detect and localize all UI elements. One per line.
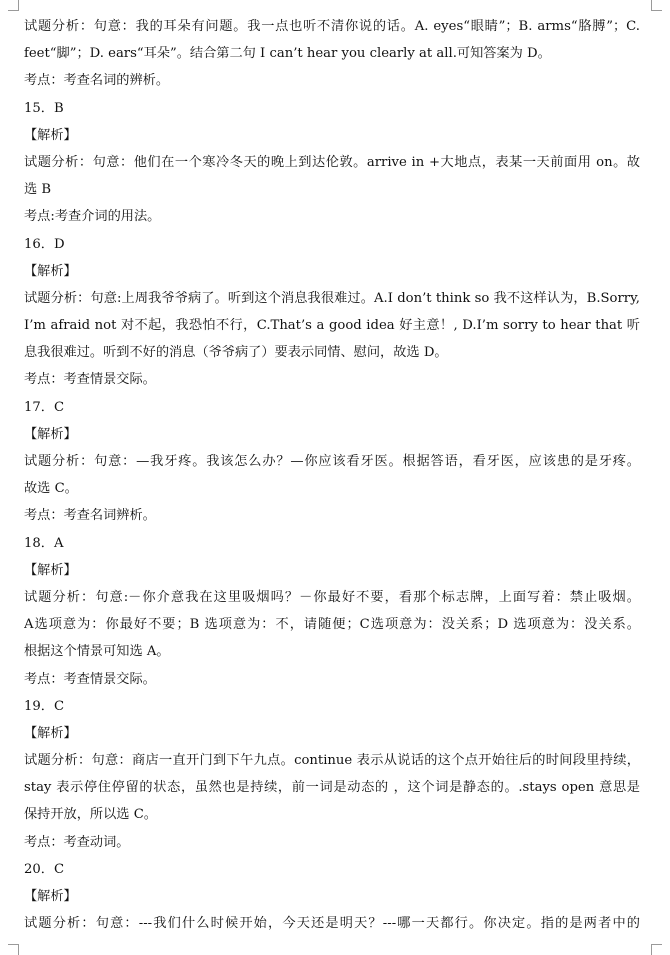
text-line: 试题分析：句意：我的耳朵有问题。我一点也听不清你说的话。A. eyes“眼睛”；B. arms“胳膊”；C. [24,19,640,34]
text-line: 试题分析：句意：商店一直开门到下午九点。continue 表示从说话的这个点开始往后的时间段里持续， [24,753,640,769]
text-line: 故选 C。 [24,481,78,497]
answer-number: 17．C [24,399,65,415]
text-line: 试题分析：句意:－你介意我在这里吸烟吗？－你最好不要，看那个标志牌，上面写着：禁止吸烟。 [24,589,640,605]
section-heading: 【解析】 [24,562,77,578]
section-heading: 【解析】 [24,889,77,904]
text-line: 考点：考查名词辨析。 [24,508,156,524]
section-heading: 【解析】 [24,725,77,741]
text-line: 考点：考查情景交际。 [24,671,156,687]
text-line: 考点：考查情景交际。 [24,372,156,388]
text-line: 试题分析：句意：—我牙疼。我该怎么办？—你应该看牙医。根据答语，看牙医，应该患的是牙疼。 [24,454,640,469]
section-heading: 【解析】 [24,426,77,442]
section-heading: 【解析】 [24,263,77,279]
text-line: 息我很难过。听到不好的消息（爷爷病了）要表示同情、慰问，故选 D。 [24,345,448,361]
answer-number: 18．A [24,535,64,551]
text-line: 试题分析：句意：---我们什么时候开始，今天还是明天？---哪一天都行。你决定。指的是两者中的 [24,916,640,932]
corner-mark-bottom-right [651,944,662,955]
answer-number: 19．C [24,698,65,714]
answer-number: 15．B [24,100,64,116]
text-line: 保持开放，所以选 C。 [24,807,157,823]
text-line: 试题分析：句意:上周我爷爷病了。听到这个消息我很难过。A.I don’t think so 我不这样认为，B.Sorry, [24,290,640,306]
text-line: A选项意为：你最好不要；B 选项意为：不，请随便；C选项意为：没关系；D 选项意为：没关系。 [24,617,640,633]
text-line: I’m afraid not 对不起，我恐怕不行，C.That’s a good idea 好主意！, D.I’m sorry to hear that 听 [24,318,640,334]
text-line: stay 表示停住停留的状态，虽然也是持续，前一词是动态的 ，这个词是静态的。.stays open 意思是 [24,780,640,796]
corner-mark-bottom-left [8,944,19,955]
answer-number: 20．C [24,861,65,877]
text-line: 根据这个情景可知选 A。 [24,644,170,660]
corner-mark-top-right [651,0,662,11]
text-line: 考点：考查名词的辨析。 [24,73,170,89]
text-line: 考点:考查介词的用法。 [24,209,161,225]
text-body [24,13,640,937]
corner-mark-top-left [8,0,19,11]
text-line: 选 B [24,182,52,198]
answer-number: 16．D [24,236,65,252]
section-heading: 【解析】 [24,127,77,143]
text-line: 试题分析：句意：他们在一个寒冷冬天的晚上到达伦敦。arrive in +大地点，表某一天前面用 on。故 [24,154,640,170]
text-line: feet“脚”；D. ears“耳朵”。结合第二句 I can’t hear you clearly at all.可知答案为 D。 [24,46,551,62]
text-line: 考点：考查动词。 [24,834,130,850]
